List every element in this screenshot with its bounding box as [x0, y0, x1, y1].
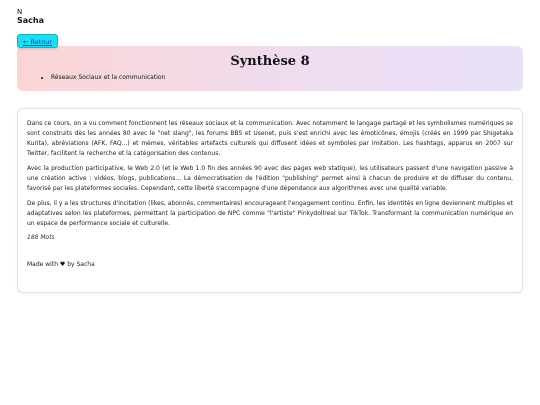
brand-name: Sacha [17, 16, 44, 26]
paragraph: Dans ce cours, on a vu comment fonctionnent les réseaux sociaux et la communication. Avec notamment le langage partagé et les symbolismes numériques se sont construits dès les années 80 avec le "net slang", les forums BBS et Usenet, puis s'est enrichi avec les émoticônes, émojis (créés en 1999 par Shigetaka Kurita), abréviations (AFK, FAQ...) et mèmes, véritables artefacts culturels qui diffusent idées et symboles par imitation. Les hashtags, apparus en 2007 sur Twitter, facilitent la recherche et la catégorisation des contenus. [27, 120, 513, 157]
synthesis-content [17, 108, 523, 293]
brand-initial: N [17, 8, 23, 16]
course-list [43, 74, 165, 81]
footer-suffix: by Sacha [67, 261, 95, 268]
paragraph: Avec la production participative, le Web 2.0 (et le Web 1.0 fin des années 90 avec des pages web statique), les utilisateurs passent d'une navigation passive à une création active : vidéos, blogs, publications... La démocratisation de l'édition "publishing" permet ainsi à chacun de produire et de diffuser du contenu, favorisé par les plateformes sociales. Cependant, cette liberté s'accompagne d'une dépendance aux algorithmes avec une qualité variable. [27, 165, 513, 192]
heart-icon: ♥ [59, 261, 66, 268]
footer-prefix: Made with [27, 261, 58, 268]
header-card [17, 46, 523, 91]
brand [17, 8, 44, 25]
word-count: 188 Mots [27, 234, 55, 241]
course-list-item: • Réseaux Sociaux et la communication [51, 74, 165, 81]
paragraph: De plus, il y a les structures d'incitation (likes, abonnés, commentaires) encourageant l'engagement continu. Enfin, les identités en ligne deviennent multiples et adaptatives selon les plateformes, permettant la participation de NPC comme "l'artiste" Pinkydollreal sur TikTok. Transformant la communication numérique en un espace de performance sociale et culturelle. [27, 200, 513, 227]
back-button[interactable]: ← Retour [17, 34, 58, 48]
page-title: Synthèse 8 [230, 54, 310, 69]
footer-credit [27, 261, 513, 268]
